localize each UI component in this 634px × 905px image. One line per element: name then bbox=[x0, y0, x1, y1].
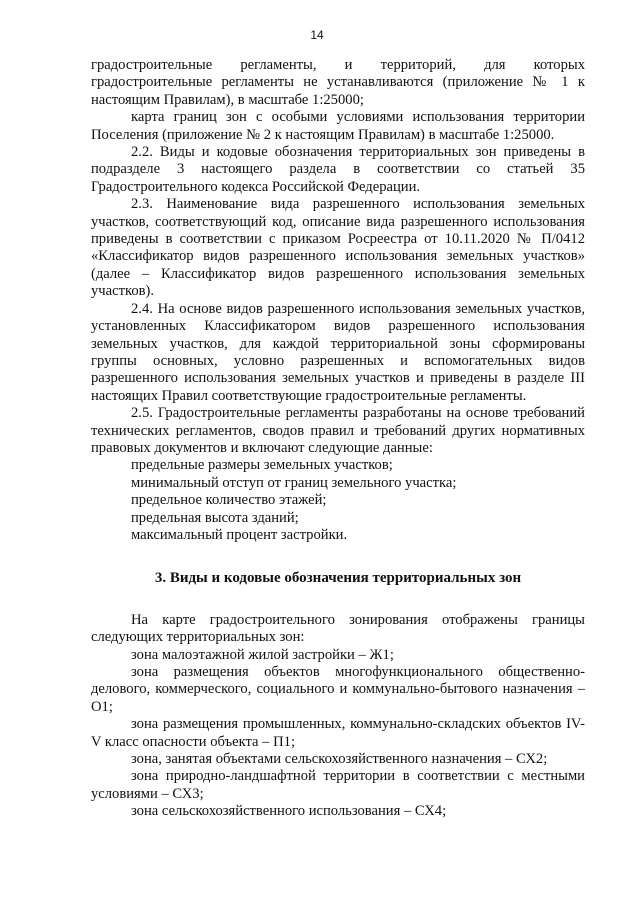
zones-list bbox=[91, 647, 585, 821]
paragraph-map-zones: карта границ зон с особыми условиями использования территории Поселения (приложение № 2 к настоящим Правилам) в масштабе 1:25000. bbox=[91, 109, 585, 143]
list-item: предельное количество этажей; bbox=[131, 492, 327, 509]
list-item: предельная высота зданий; bbox=[131, 509, 299, 526]
list-item: предельные размеры земельных участков; bbox=[131, 457, 393, 474]
document-body bbox=[91, 57, 585, 821]
zone-item: зона размещения объектов многофункционального общественно-делового, коммерческого, социального и коммунально-бытового назначения – О1; bbox=[91, 664, 585, 715]
zone-item: зона природно-ландшафтной территории в соответствии с местными условиями – СХ3; bbox=[91, 768, 585, 802]
paragraph-continuation: градостроительные регламенты, и территорий, для которых градостроительные регламенты не устанавливаются (приложение № 1 к настоящим Правилам), в масштабе 1:25000; bbox=[91, 57, 585, 108]
data-list bbox=[91, 457, 585, 544]
paragraph-2-4: 2.4. На основе видов разрешенного использования земельных участков, установленных Классификатором видов разрешенного использования земельных участков, для каждой территориальной зоны сформированы группы основных, условно разрешенных и вспомогательных видов разрешенного использования земельных участков и приведены в разделе III настоящих Правил соответствующие градостроительные регламенты. bbox=[91, 300, 585, 404]
paragraph-2-3: 2.3. Наименование вида разрешенного использования земельных участков, соответствующий код, описание вида разрешенного использования приведены в соответствии с приказом Росреестра от 10.11.2020 № П/0412 «Классификатор видов разрешенного использования земельных участков» (далее – Классификатор видов разрешенного использования земельных участков). bbox=[91, 196, 585, 300]
zone-item: зона размещения промышленных, коммунально-складских объектов IV-V класс опасности объекта – П1; bbox=[91, 716, 585, 750]
zone-item: зона малоэтажной жилой застройки – Ж1; bbox=[131, 646, 394, 663]
paragraph-2-5: 2.5. Градостроительные регламенты разработаны на основе требований технических регламентов, сводов правил и требований других нормативных правовых документов и включают следующие данные: bbox=[91, 405, 585, 456]
page-number: 14 bbox=[310, 28, 324, 42]
zone-item: зона сельскохозяйственного использования – СХ4; bbox=[131, 803, 447, 820]
section-heading: 3. Виды и кодовые обозначения территориальных зон bbox=[154, 570, 522, 587]
list-item: минимальный отступ от границ земельного участка; bbox=[131, 474, 457, 491]
list-item: максимальный процент застройки. bbox=[131, 526, 348, 543]
zone-item: зона, занятая объектами сельскохозяйственного назначения – СХ2; bbox=[131, 751, 548, 768]
paragraph-2-2: 2.2. Виды и кодовые обозначения территориальных зон приведены в подразделе 3 настоящего раздела в соответствии со статьей 35 Градостроительного кодекса Российской Федерации. bbox=[91, 144, 585, 195]
section3-intro: На карте градостроительного зонирования отображены границы следующих территориальных зон: bbox=[91, 611, 585, 646]
